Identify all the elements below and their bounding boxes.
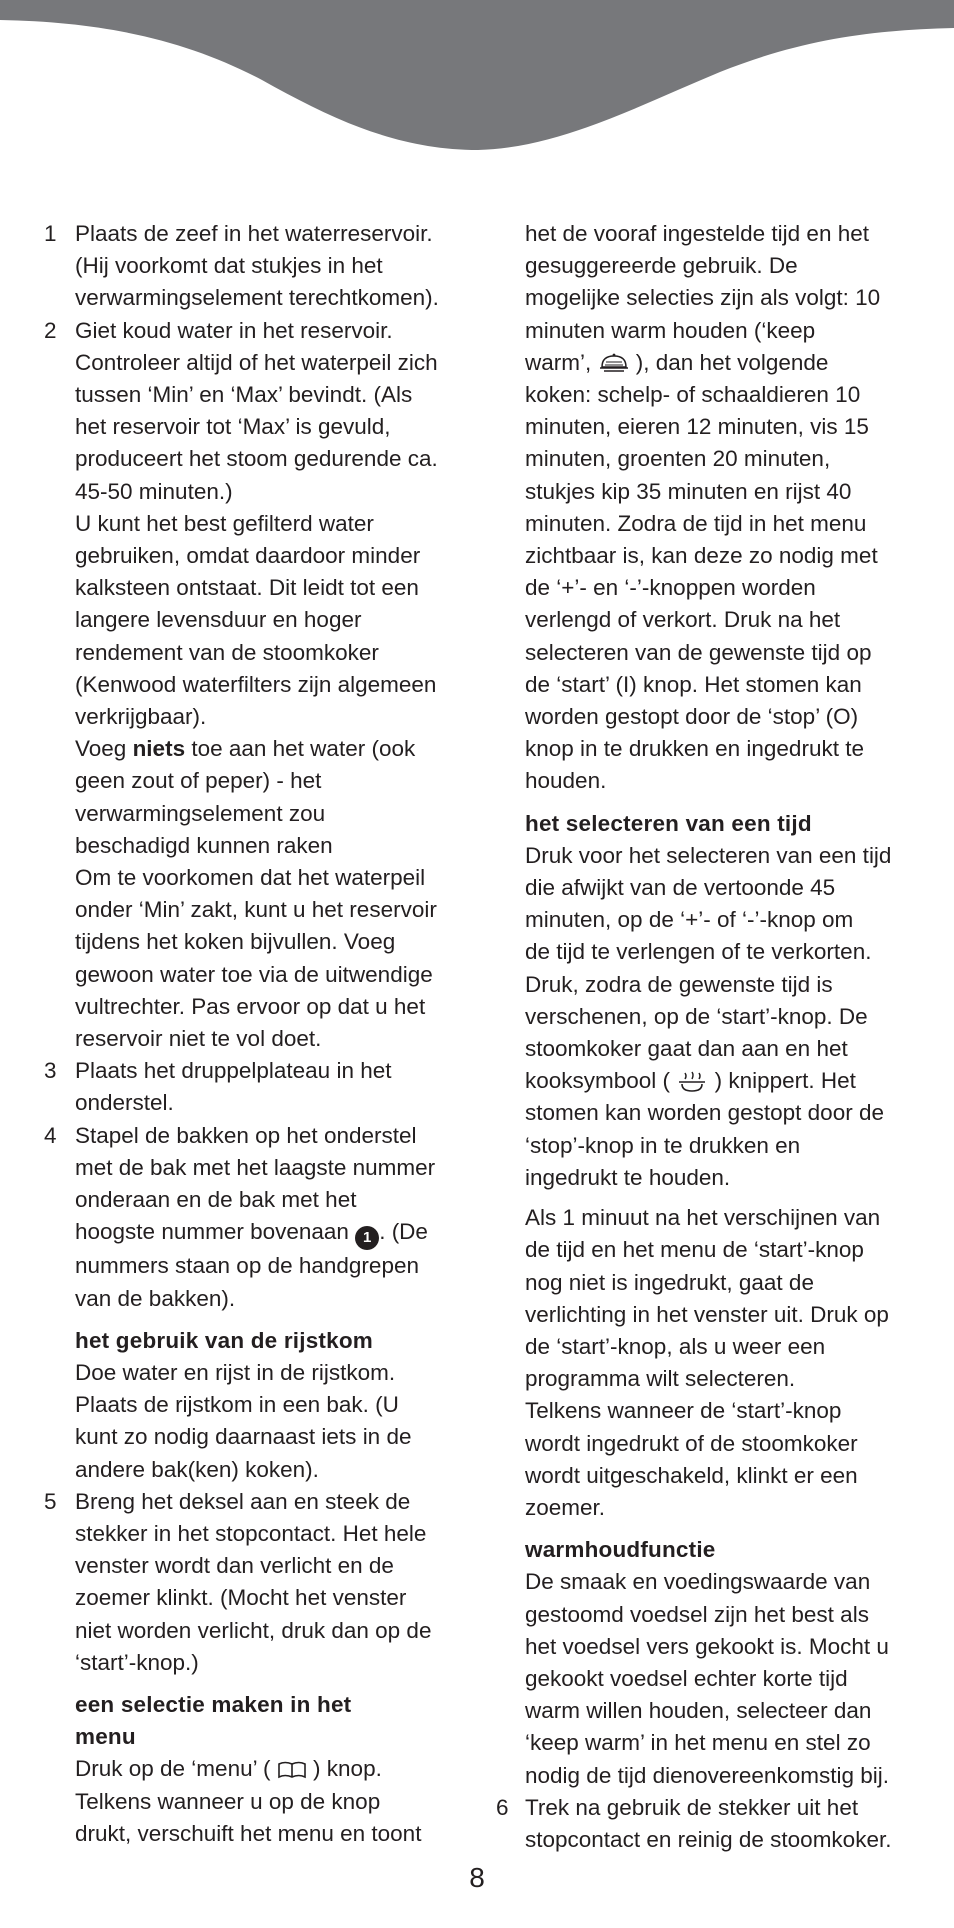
section-heading: het gebruik van de rijstkom — [75, 1327, 373, 1353]
step-number: 6 — [496, 1794, 509, 1820]
step-1: 1 Plaats de zeef in het waterreservoir. (Hij voorkomt dat stukjes in het verwarmingselement terechtkomen). — [44, 218, 469, 315]
section-heading: het selecteren van een tijd — [525, 810, 812, 836]
step-number: 5 — [44, 1488, 57, 1514]
step-number: 1 — [44, 221, 57, 246]
step-number: 3 — [44, 1058, 57, 1084]
keep-warm-section: warmhoudfunctie De smaak en voedingswaarde van gestoomd voedsel zijn het best als het voedsel vers gekookt is. Mocht u gekookt voedsel echter korte tijd warm willen houden, selecteer dan ‘keep warm’ in het menu en stel zo nodig de tijd dienovereenkomstig bij. — [491, 1534, 931, 1792]
step-3: 3 Plaats het druppelplateau in het onderstel. — [44, 1055, 469, 1119]
covered-dish-icon — [598, 353, 630, 375]
menu-options-text: het de vooraf ingestelde tijd en het gesuggereerde gebruik. De mogelijke selecties zijn als volgt: 10 minuten warm houden (‘keep warm’, ), dan het volgende koken: schelp- of schaaldieren 10 minuten, eieren 12 minuten, vis 15 minuten, groenten 20 minuten, stukjes kip 35 minuten en rijst 40 minuten. Zodra de tijd in het menu zichtbaar is, kan deze zo nodig met de ‘+’- en ‘-’-knoppen worden verlengd of verkort. Druk na het selecteren van de gewenste tijd op de ‘start’ (I) knop. Het stomen kan worden gestopt door de ‘stop’ (O) knop in te drukken en ingedrukt te houden. — [525, 221, 881, 794]
page-number: 8 — [469, 1862, 485, 1893]
menu-selection-section: een selectie maken in het menu Druk op de ‘menu’ ( ) knop. Telkens wanneer u op de knop drukt, verschuift het menu en toont — [44, 1689, 469, 1850]
left-column — [44, 218, 469, 1850]
book-icon — [277, 1760, 307, 1780]
circled-number-icon: 1 — [355, 1226, 379, 1250]
step-2: 2 Giet koud water in het reservoir. Controleer altijd of het waterpeil zich tussen ‘Min’ en ‘Max’ bevindt. (Als het reservoir tot ‘Max’ is gevuld, produceert het stoom gedurende ca. 45-50 minuten.) U kunt het best gefilterd water gebruiken, omdat daardoor minder kalksteen ontstaat. Dit leidt tot een langere levensduur en hoger rendement van de stoomkoker (Kenwood waterfilters zijn algemeen verkrijgbaar). Voeg niets toe aan het water (ook geen zout of peper) - het verwarmingselement zou beschadigd kunnen raken Om te voorkomen dat het waterpeil onder ‘Min’ zakt, kunt u het reservoir tijdens het koken bijvullen. Voeg gewoon water toe via de uitwendige vultrechter. Pas ervoor op dat u het reservoir niet te vol doet. — [44, 315, 469, 1056]
right-column — [491, 218, 931, 1856]
rice-bowl-section: het gebruik van de rijstkom Doe water en rijst in de rijstkom. Plaats de rijstkom in een bak. (U kunt zo nodig daarnaast iets in de andere bak(ken) koken). — [44, 1325, 469, 1486]
time-selection-section: het selecteren van een tijd Druk voor het selecteren van een tijd die afwijkt van de vertoonde 45 minuten, op de ‘+’- of ‘-’-knop om de tijd te verlengen of te verkorten. Druk, zodra de gewenste tijd is verschenen, op de ‘start’-knop. De stoomkoker gaat dan aan en het kooksymbool ( ) knippert. Het stomen kan worden gestopt door de ‘stop’-knop in te drukken en ingedrukt te houden. Als 1 minuut na het verschijnen van de tijd en het menu de ‘start’-knop nog niet is ingedrukt, gaat de verlichting in het venster uit. Druk op de ‘start’-knop, als u weer een programma wilt selecteren. Telkens wanneer de ‘start’-knop wordt ingedrukt of de stoomkoker wordt uitgeschakeld, klinkt er een zoemer. — [491, 808, 931, 1524]
section-heading: warmhoudfunctie — [525, 1537, 716, 1563]
step-6: 6 Trek na gebruik de stekker uit het stopcontact en reinig de stoomkoker. — [491, 1792, 931, 1856]
steam-pot-icon — [676, 1071, 708, 1093]
step-4: 4 Stapel de bakken op het onderstel met de bak met het laagste nummer onderaan en de bak met het hoogste nummer bovenaan 1 . (De nummers staan op de handgrepen van de bakken). — [44, 1120, 469, 1315]
step-5: 5 Breng het deksel aan en steek de stekker in het stopcontact. Het hele venster wordt dan verlicht en de zoemer klinkt. (Mocht het venster niet worden verlicht, druk dan op de ‘start’-knop.) — [44, 1486, 469, 1679]
nothing-warning: Voeg niets toe aan het water (ook — [75, 736, 416, 762]
step-number: 4 — [44, 1122, 57, 1148]
header-wave-decoration — [0, 0, 954, 160]
section-heading: een selectie maken in het menu — [75, 1691, 352, 1750]
step-number: 2 — [44, 317, 57, 343]
